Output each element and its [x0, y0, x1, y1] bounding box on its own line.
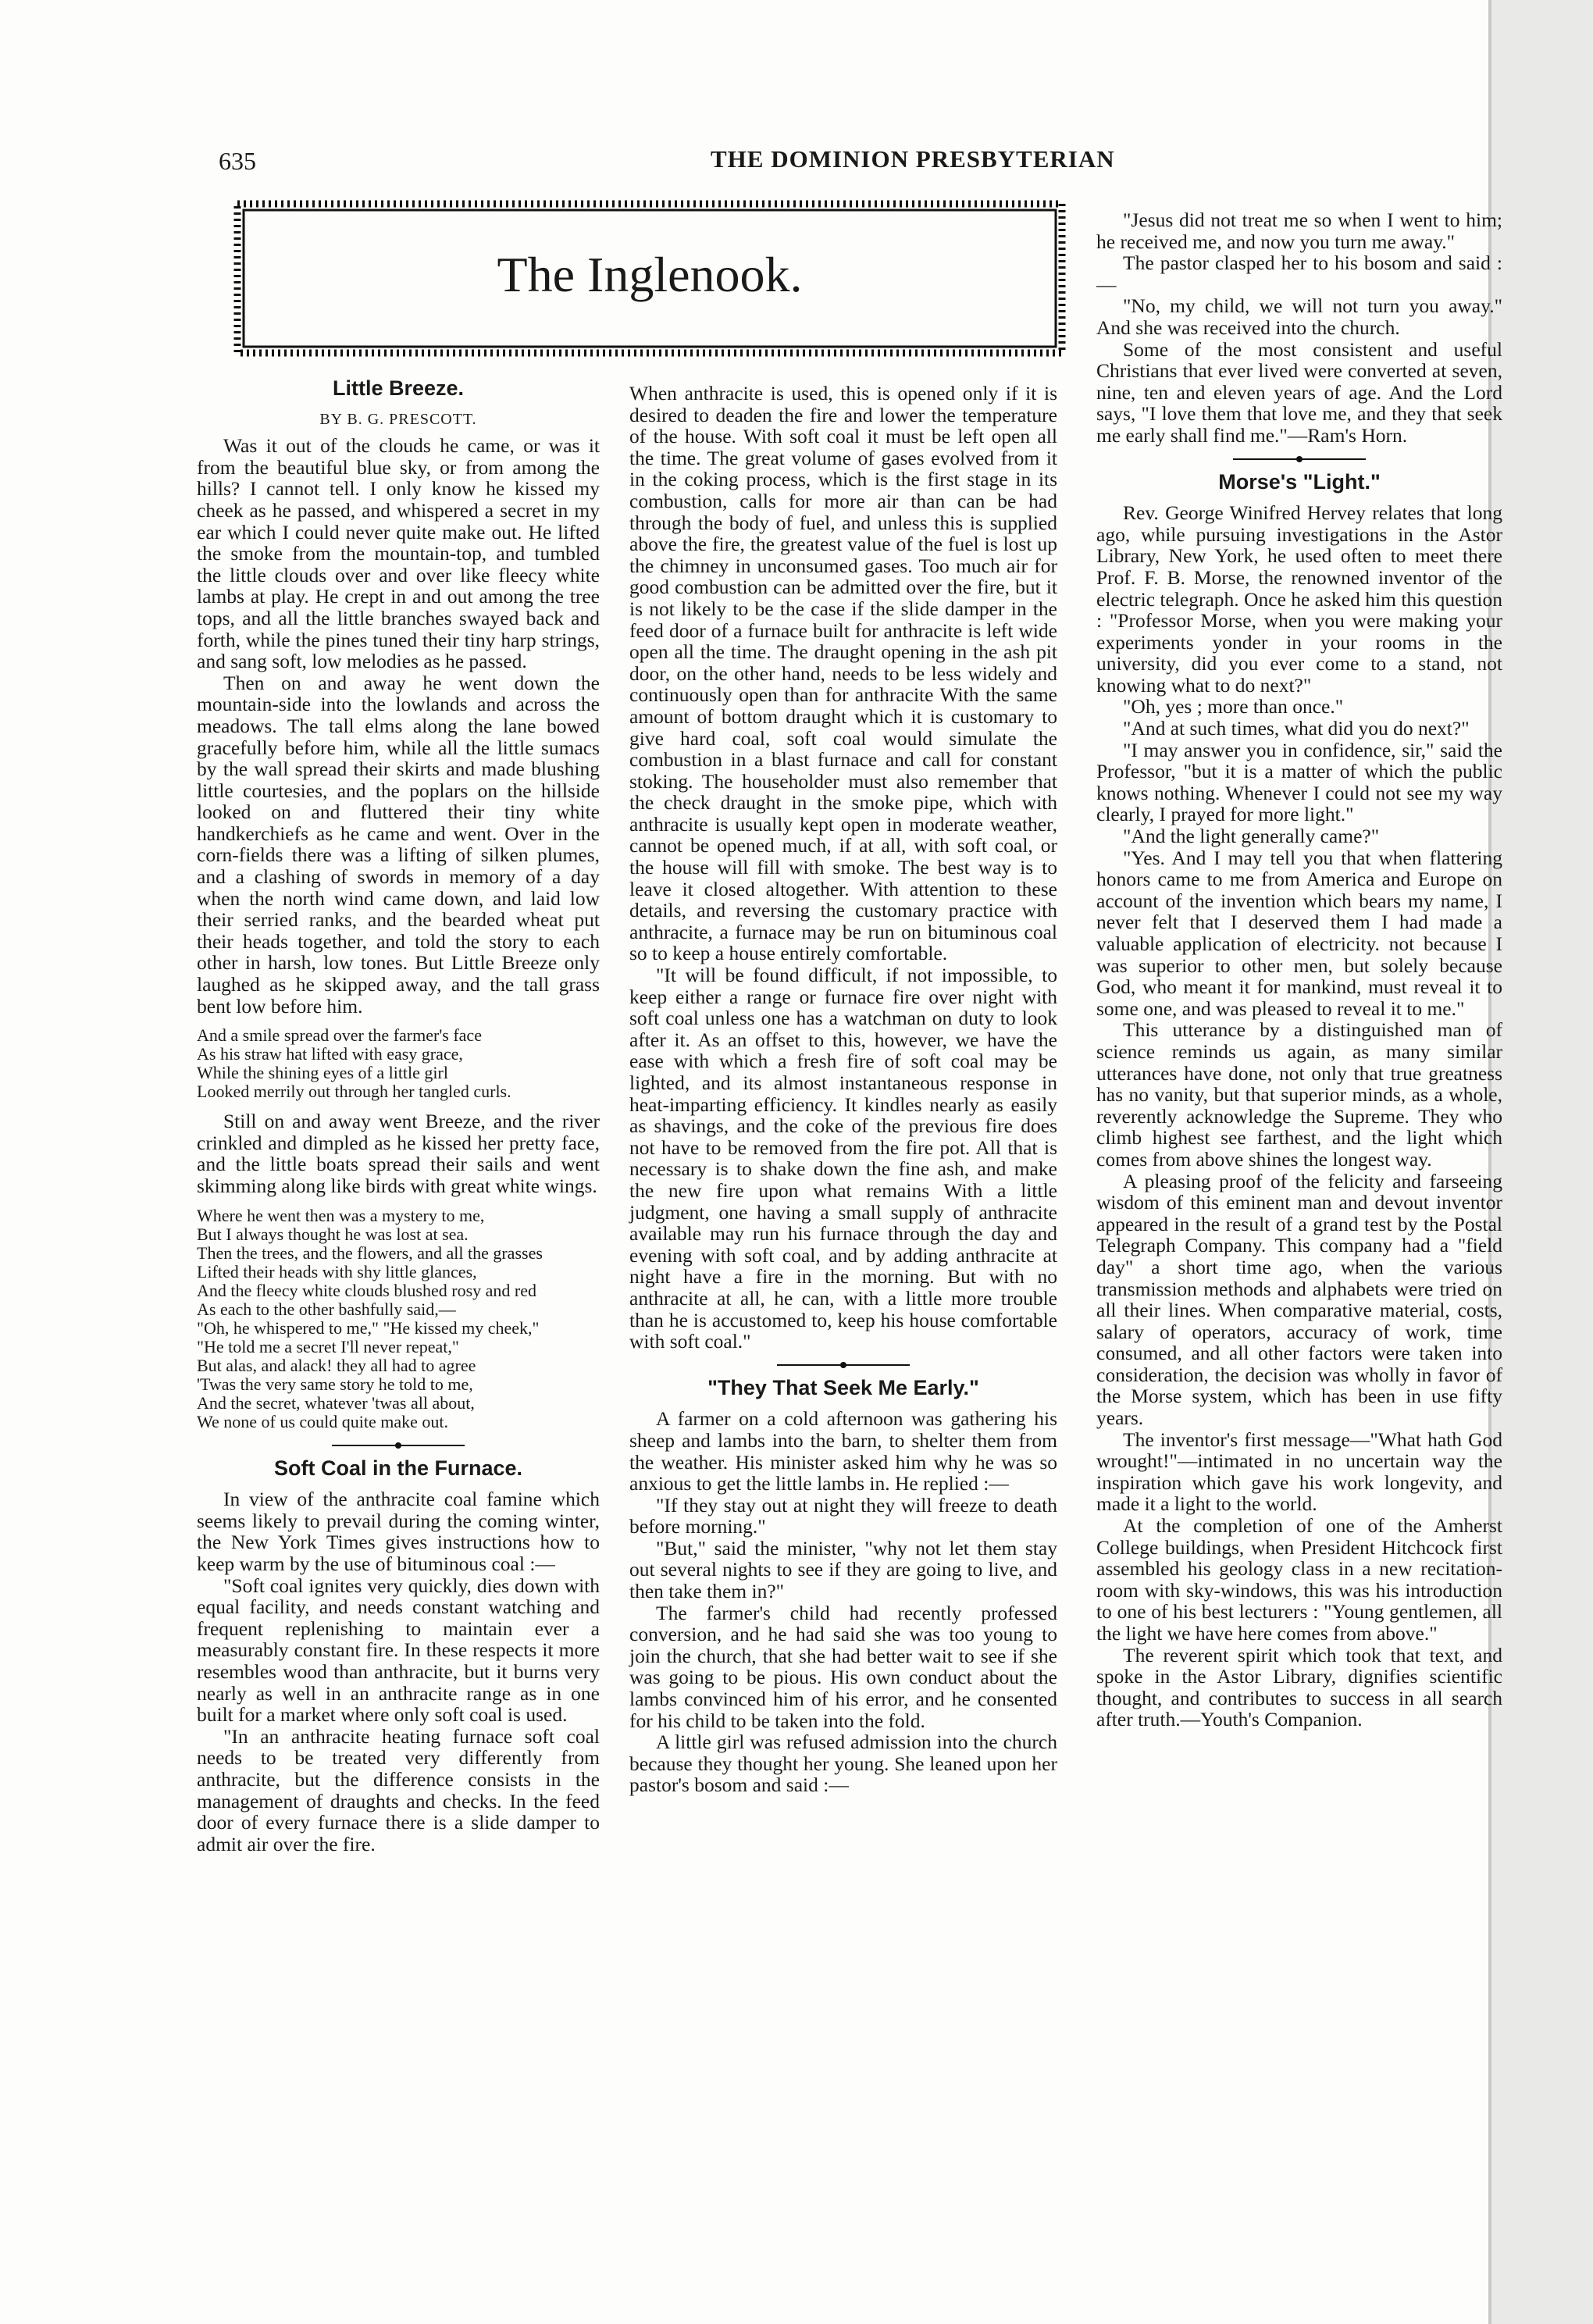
morses-light-paragraph: The reverent spirit which took that text, and spoke in the Astor Library, dignifies scientific thought, and contributes to success in all search after truth.—Youth's Companion.	[1096, 1643, 1502, 1731]
little-breeze-paragraph: Was it out of the clouds he came, or was it from the beautiful blue sky, or from among the hills? I cannot tell. I only know he kissed my cheek as he passed, and whispered a secret in my ear which I could never quite make out. He lifted the smoke from the mountain-top, and tumbled the little clouds over and over like fleecy white lambs at play. He crept in and out among the tree tops, and all the little branches swayed back and forth, while the pines tuned their tiny harp strings, and sang soft, low melodies as he passed.	[197, 434, 600, 673]
poem-line: Lifted their heads with shy little glances,	[197, 1261, 477, 1281]
column-2	[629, 383, 1057, 1796]
morses-light-paragraph: "I may answer you in confidence, sir," said the Professor, "but it is a matter of which the public knows nothing. Whenever I could not see my way clearly, I prayed for more light."	[1096, 738, 1502, 826]
morses-light-paragraph: "Oh, yes ; more than once."	[1123, 695, 1344, 718]
poem-line: As his straw hat lifted with easy grace,	[197, 1044, 463, 1064]
poem-line: And the secret, whatever 'twas all about,	[197, 1392, 475, 1413]
poem-line: "Oh, he whispered to me," "He kissed my cheek,"	[197, 1317, 540, 1338]
poem-line: We none of us could quite make out.	[197, 1411, 449, 1431]
morses-light-paragraph: This utterance by a distinguished man of science reminds us again, as many similar utterances have done, not only that true greatness has no vanity, but that superior minds, as a whole, reverently acknowledge the Supreme. They who climb highest see farthest, and the light which comes from above shines the longest way.	[1096, 1018, 1502, 1171]
poem-line: And the fleecy white clouds blushed rosy and red	[197, 1280, 536, 1300]
page-edge	[1491, 0, 1593, 2324]
seek-me-early-paragraph: The farmer's child had recently professed conversion, and he had said she was too young to join the church, that she had better wait to see if she was going to be pious. His own conduct about the lambs convinced him of his error, and he consented for his child to be taken into the fold.	[629, 1601, 1057, 1732]
section-banner	[233, 199, 1067, 358]
soft-coal-paragraph: "It will be found difficult, if not impossible, to keep either a range or furnace fire over night with soft coal unless one has a watchman on duty to look after it. As an offset to this, however, we have the ease with which a fresh fire of soft coal may be lighted, and its almost instantaneous response in heat-imparting efficiency. It kindles nearly as easily as shavings, and the coke of the previous fire does not have to be removed from the fire pot. All that is necessary is to shake down the fine ash, and make the new fire upon what remains With a little judgment, one having a small supply of anthracite available may run his furnace through the day and evening with soft coal, and by adding anthracite at night have a fire in the morning. But with no anthracite at all, he can, with a little more trouble than he is accustomed to, keep his house comfortable with soft coal."	[629, 964, 1057, 1353]
poem-line: As each to the other bashfully said,—	[197, 1299, 456, 1319]
morses-light-paragraph: The inventor's first message—"What hath God wrought!"—intimated in no uncertain way the inspiration which gave his work longevity, and made it a light to the world.	[1096, 1428, 1502, 1516]
running-title: THE DOMINION PRESBYTERIAN	[711, 145, 1115, 173]
section-divider	[1233, 454, 1366, 464]
soft-coal-paragraph: "Soft coal ignites very quickly, dies down with equal facility, and needs constant watching and frequent replenishing to maintain ever a measurably constant fire. In these respects it more resembles wood than anthracite, but it burns very nearly as well in an anthracite range as in one built for a market where only soft coal is used.	[197, 1574, 600, 1727]
poem-line: While the shining eyes of a little girl	[197, 1063, 448, 1083]
poem-line: But I always thought he was lost at sea.	[197, 1224, 469, 1244]
page-number: 635	[219, 147, 256, 175]
morses-light-title: Morse's "Light."	[1218, 469, 1381, 494]
seek-me-early-paragraph: "Jesus did not treat me so when I went to him; he received me, and now you turn me away."	[1096, 209, 1502, 253]
morses-light-paragraph: At the completion of one of the Amherst College buildings, when President Hitchcock first assembled his geology class in a new recitation-room with sky-windows, this was his introduction to one of his best lecturers : "Young gentlemen, all the light we have here comes from above."	[1096, 1514, 1502, 1645]
poem-line: Where he went then was a mystery to me,	[197, 1205, 485, 1225]
little-breeze-title: Little Breeze.	[332, 376, 465, 400]
seek-me-early-paragraph: A farmer on a cold afternoon was gathering his sheep and lambs into the barn, to shelter them from the weather. His minister asked him why he was so anxious to get the little lambs in. He replied :—	[629, 1407, 1057, 1495]
column-3	[1096, 209, 1502, 1731]
poem-line: Then the trees, and the flowers, and all the grasses	[197, 1242, 543, 1263]
seek-me-early-paragraph: The pastor clasped her to his bosom and said :—	[1096, 251, 1502, 296]
seek-me-early-paragraph: "No, my child, we will not turn you away." And she was received into the church.	[1096, 294, 1502, 339]
section-divider	[777, 1360, 910, 1370]
morses-light-paragraph: Rev. George Winifred Hervey relates that long ago, while pursuing investigations in the Astor Library, New York, he used often to meet there Prof. F. B. Morse, the renowned inventor of the electric telegraph. Once he asked him this question : "Professor Morse, when you were making your experiments yonder in your rooms in the university, did you ever come to a stand, not knowing what to do next?"	[1096, 501, 1502, 697]
seek-me-early-paragraph: Some of the most consistent and useful Christians that ever lived were converted at seven, nine, ten and eleven years of age. And the Lord says, "I love them that love me, and they that seek me early shall find me."—Ram's Horn.	[1096, 337, 1502, 447]
section-divider	[332, 1441, 465, 1450]
banner-title: The Inglenook.	[497, 247, 803, 302]
morses-light-paragraph: "Yes. And I may tell you that when flattering honors came to me from America and Europe on account of the invention which bears my name, I never felt that I deserved them I had made a valuable application of electricity. not because I was superior to other men, but solely because God, who meant it for mankind, must reveal it to some one, and was pleased to reveal it to me."	[1096, 846, 1502, 1020]
soft-coal-paragraph: In view of the anthracite coal famine which seems likely to prevail during the coming winter, the New York Times gives instructions how to keep warm by the use of bituminous coal :—	[197, 1488, 600, 1575]
soft-coal-paragraph: When anthracite is used, this is opened only if it is desired to deaden the fire and lower the temperature of the house. With soft coal it must be left open all the time. The great volume of gases evolved from it in the coking process, which is the first stage in its combustion, calls for more air than can be had through the body of fuel, and unless this is supplied above the fire, the greatest value of the fuel is lost up the chimney in unconsumed gases. Too much air for good combustion can be admitted over the fire, but it is not likely to be the case if the slide damper in the feed door of a furnace built for anthracite is left wide open all the time. The draught opening in the ash pit door, on the other hand, needs to be less widely and continuously open than for anthracite With the same amount of bottom draught which it is customary to give hard coal, soft coal would simulate the combustion in a blast furnace and call for constant stoking. The householder must also remember that the check draught in the smoke pipe, which with anthracite is usually kept open in moderate weather, cannot be opened much, if at all, with soft coal, or the house will fill with smoke. The best way is to leave it closed altogether. With attention to these details, and reversing the customary practice with anthracite, a furnace may be run on bituminous coal so to keep a house entirely comfortable.	[629, 382, 1057, 965]
little-breeze-paragraph: Still on and away went Breeze, and the river crinkled and dimpled as he kissed her pretty face, and the little boats spread their sails and went skimming along like birds with great white wings.	[197, 1110, 600, 1197]
little-breeze-paragraph: Then on and away he went down the mountain-side into the lowlands and across the meadows. The tall elms along the lane bowed gracefully before him, while all the little sumacs by the wall spread their skirts and made blushing little courtesies, and the poplars on the hillside looked on and fluttered their tiny white handkerchiefs as he came and went. Over in the corn-fields there was a lifting of silken plumes, and a clashing of swords in memory of a day when the north wind came down, and laid low their serried ranks, and the bearded wheat put their heads together, and told the story to each other in harsh, low tones. But Little Breeze only laughed as he skipped away, and the tall grass bent low before him.	[197, 671, 600, 1018]
morses-light-paragraph: "And at such times, what did you do next?"	[1123, 717, 1470, 740]
seek-me-early-paragraph: "But," said the minister, "why not let them stay out several nights to see if they are going to live, and then take them in?"	[629, 1536, 1057, 1603]
seek-me-early-paragraph: A little girl was refused admission into the church because they thought her young. She leaned upon her pastor's bosom and said :—	[629, 1731, 1057, 1797]
little-breeze-byline: BY B. G. PRESCOTT.	[319, 410, 477, 428]
soft-coal-paragraph: "In an anthracite heating furnace soft coal needs to be treated very differently from anthracite, but the difference consists in the management of draughts and checks. In the feed door of every furnace there is a slide damper to admit air over the fire.	[197, 1724, 600, 1855]
poem-stanza-1	[197, 1026, 600, 1101]
seek-me-early-title: "They That Seek Me Early."	[707, 1375, 979, 1399]
morses-light-paragraph: A pleasing proof of the felicity and farseeing wisdom of this eminent man and devout inventor appeared in the result of a grand test by the Postal Telegraph Company. This company had a "field day" a short time ago, when the various transmission methods and alphabets were tried on all their lines. When comparative material, costs, salary of operators, accuracy of work, time consumed, and all other factors were taken into consideration, the decision was wholly in favor of the Morse system, which has been in use fifty years.	[1096, 1169, 1502, 1430]
poem-line: "He told me a secret I'll never repeat,"	[197, 1336, 459, 1356]
poem-line: Looked merrily out through her tangled curls.	[197, 1082, 511, 1102]
soft-coal-title: Soft Coal in the Furnace.	[273, 1456, 523, 1480]
poem-line: But alas, and alack! they all had to agree	[197, 1355, 476, 1375]
seek-me-early-paragraph: "If they stay out at night they will freeze to death before morning."	[629, 1493, 1057, 1538]
poem-line: And a smile spread over the farmer's face	[197, 1025, 482, 1046]
poem-line: 'Twas the very same story he told to me,	[197, 1374, 473, 1394]
morses-light-paragraph: "And the light generally came?"	[1123, 825, 1380, 848]
poem-stanza-2	[197, 1207, 600, 1431]
column-1	[197, 378, 600, 1855]
